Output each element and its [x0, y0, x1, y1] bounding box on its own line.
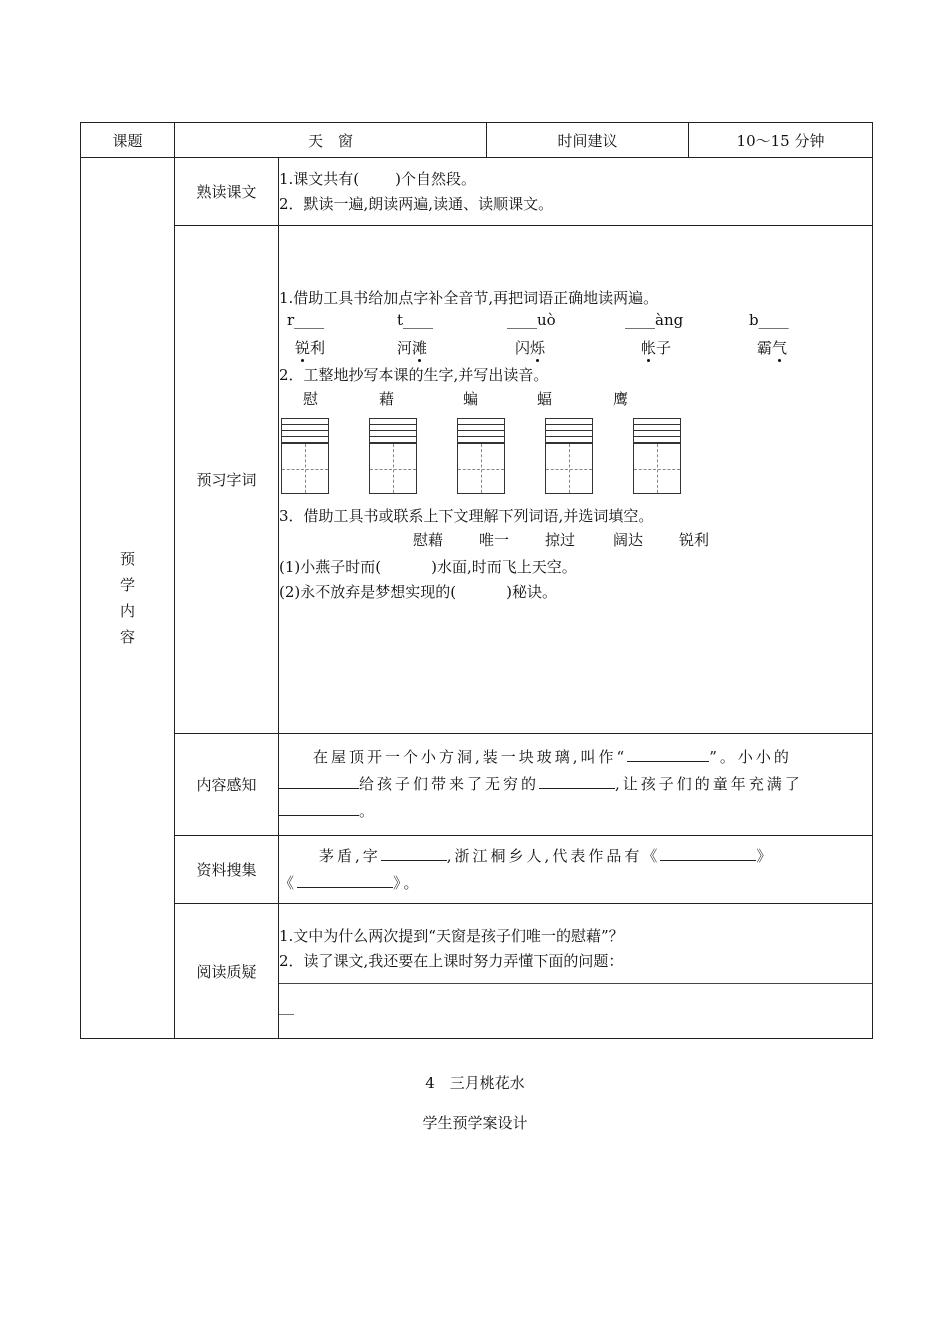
word-item: 闪烁: [515, 339, 546, 357]
vocab-content: [279, 226, 873, 734]
reading-content: [279, 158, 873, 226]
answer-blank[interactable]: [627, 745, 709, 762]
answer-blank[interactable]: [279, 799, 359, 816]
topic-value: 天 窗: [175, 123, 487, 158]
section-label: [81, 158, 175, 1039]
answer-line-tail: __: [279, 996, 294, 1015]
word-item: 河滩: [397, 339, 428, 357]
pinyin-blank: r____: [287, 311, 325, 329]
reading-line-1: 1.课文共有( )个自然段。: [279, 169, 477, 188]
answer-blank[interactable]: [297, 871, 393, 888]
options-row: [279, 529, 872, 555]
vocab-q1: 1.借助工具书给加点字补全音节,再把词语正确地读两遍。: [279, 289, 659, 307]
writing-grid[interactable]: [545, 418, 593, 494]
writing-grid[interactable]: [281, 418, 329, 494]
lesson-title: 4 三月桃花水: [425, 1074, 525, 1092]
char-row: [279, 388, 872, 414]
questions-label: 阅读质疑: [175, 904, 279, 1039]
fill-sentence-1: (1)小燕子时而( )水面,时而飞上天空。: [279, 558, 577, 576]
fill-sentence-2: (2)永不放弃是梦想实现的( )秘诀。: [279, 583, 557, 601]
content-label: 内容感知: [175, 734, 279, 836]
char-item: 藉: [379, 390, 395, 408]
pinyin-row: [279, 311, 872, 337]
time-label: 时间建议: [487, 123, 689, 158]
research-paragraph: 茅盾,字 ,浙江桐乡人,代表作品有《 》 《 》。: [279, 836, 873, 904]
topic-label: 课题: [81, 123, 175, 158]
option-word: 慰藉: [413, 531, 444, 549]
lesson-subtitle: 学生预学案设计: [422, 1114, 528, 1132]
writing-grid-row: [279, 418, 872, 496]
question-2: 2．读了课文,我还要在上课时努力弄懂下面的问题：: [279, 951, 624, 970]
option-word: 阔达: [613, 531, 644, 549]
word-item: 锐利: [295, 339, 326, 357]
pinyin-blank: b____: [749, 311, 789, 329]
question-1: 1.文中为什么两次提到“天窗是孩子们唯一的慰藉”？: [279, 926, 624, 945]
questions-content: [279, 904, 873, 1039]
answer-blank[interactable]: [279, 772, 359, 789]
word-item: 霸气: [757, 339, 788, 357]
option-word: 锐利: [679, 531, 710, 549]
writing-grid[interactable]: [457, 418, 505, 494]
section-label-char: 学: [119, 576, 135, 594]
content-paragraph: 在屋顶开一个小方洞,装一块玻璃,叫作“ ”。小小的 给孩子们带来了无穷的 ,让孩子们的童年充满了 。: [279, 734, 873, 836]
word-item: 帐子: [641, 339, 672, 357]
option-word: 掠过: [545, 531, 576, 549]
answer-blank[interactable]: [539, 772, 615, 789]
vocab-q2: 2．工整地抄写本课的生字,并写出读音。: [279, 366, 549, 384]
preview-worksheet-table: [80, 122, 873, 1039]
research-label: 资料搜集: [175, 836, 279, 904]
writing-grid[interactable]: [369, 418, 417, 494]
reading-line-2: 2．默读一遍,朗读两遍,读通、读顺课文。: [279, 194, 554, 213]
vocab-q3: 3．借助工具书或联系上下文理解下列词语,并选词填空。: [279, 507, 654, 525]
char-item: 蝙: [463, 390, 479, 408]
option-word: 唯一: [479, 531, 510, 549]
char-item: 慰: [303, 390, 319, 408]
writing-grid[interactable]: [633, 418, 681, 494]
pinyin-blank: t____: [397, 311, 434, 329]
reading-label: 熟读课文: [175, 158, 279, 226]
section-label-char: 预: [119, 550, 135, 568]
time-value: 10～15 分钟: [689, 123, 873, 158]
word-row: [279, 337, 872, 363]
char-item: 鹰: [613, 390, 629, 408]
vocab-label: 预习字词: [175, 226, 279, 734]
section-label-char: 内: [119, 602, 135, 620]
answer-blank[interactable]: [660, 844, 756, 861]
section-label-char: 容: [119, 628, 135, 646]
pinyin-blank: ____uò: [507, 311, 556, 329]
answer-line[interactable]: [279, 982, 872, 984]
answer-blank[interactable]: [381, 844, 447, 861]
pinyin-blank: ____àng: [625, 311, 684, 329]
char-item: 蝠: [537, 390, 553, 408]
